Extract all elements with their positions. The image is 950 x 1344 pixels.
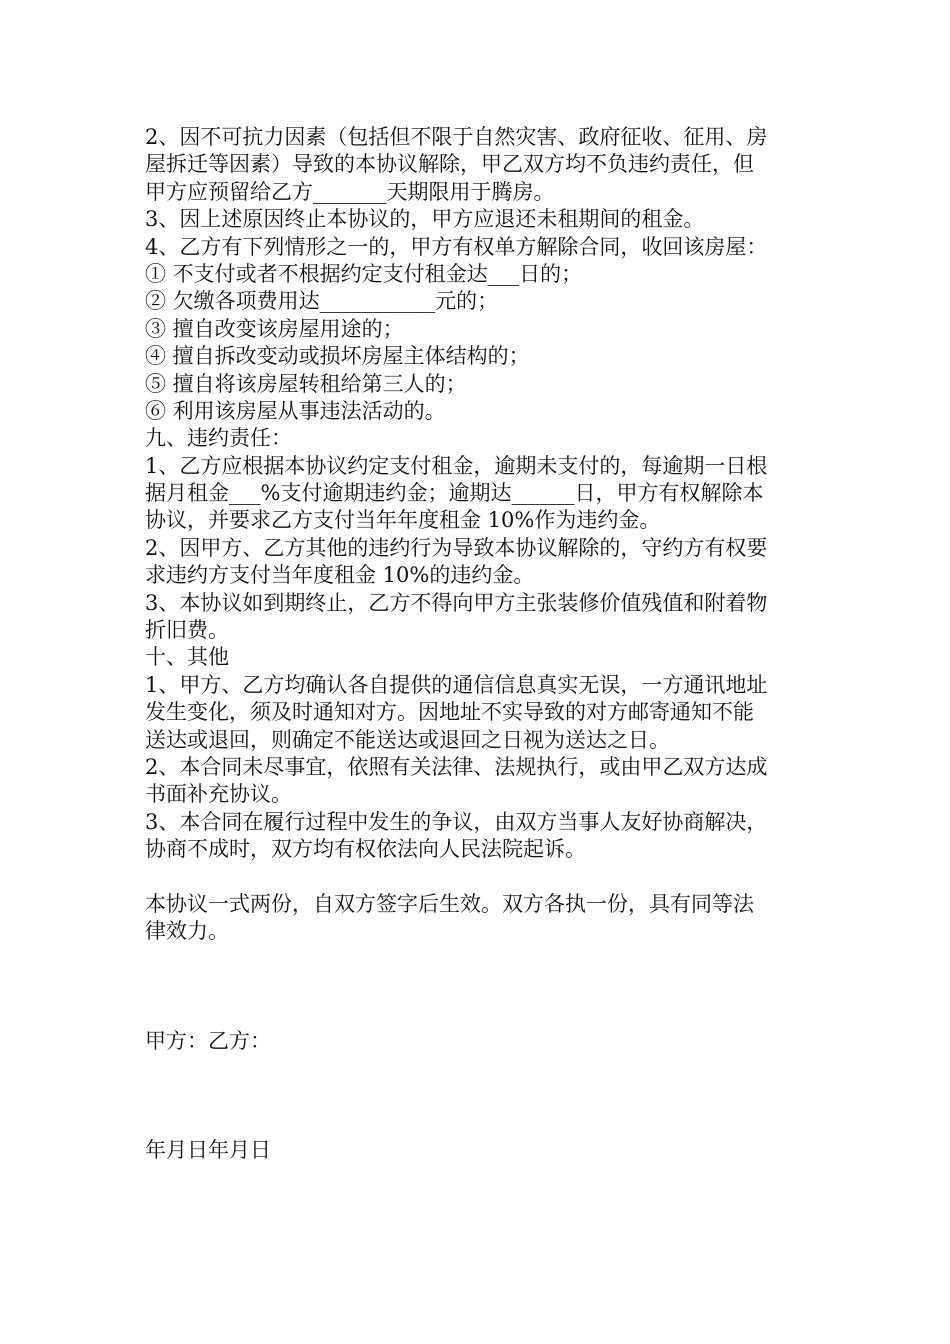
section-heading: 九、违约责任： xyxy=(145,426,292,451)
text-line: ③ 擅自改变该房屋用途的； xyxy=(145,316,404,341)
spacer xyxy=(145,1001,810,1028)
closing-line: 本协议一式两份，自双方签字后生效。双方各执一份，具有同等法 xyxy=(145,891,754,916)
text-line: 书面补充协议。 xyxy=(145,782,292,807)
spacer xyxy=(145,1055,810,1110)
text-line: 1、乙方应根据本协议约定支付租金，逾期未支付的，每逾期一日根 xyxy=(145,453,768,478)
text-line: ① 不支付或者不根据约定支付租金达___日的； xyxy=(145,261,583,286)
text-line: 3、因上述原因终止本协议的，甲方应退还未租期间的租金。 xyxy=(145,207,705,232)
text-line: 发生变化，须及时通知对方。因地址不实导致的对方邮寄通知不能 xyxy=(145,700,754,725)
text-line: 求违约方支付当年度租金 10%的违约金。 xyxy=(145,563,535,588)
text-line: ⑤ 擅自将该房屋转租给第三人的； xyxy=(145,371,467,396)
text-line: ② 欠缴各项费用达___________元的； xyxy=(145,289,499,314)
text-line: 2、因甲方、乙方其他的违约行为导致本协议解除的，守约方有权要 xyxy=(145,535,768,560)
text-line: ④ 擅自拆改变动或损坏房屋主体结构的； xyxy=(145,344,530,369)
closing-line: 律效力。 xyxy=(145,919,229,944)
text-line: 4、乙方有下列情形之一的，甲方有权单方解除合同，收回该房屋： xyxy=(145,234,768,259)
text-line: 协商不成时，双方均有权依法向人民法院起诉。 xyxy=(145,837,586,862)
text-line: 送达或退回，则确定不能送达或退回之日视为送达之日。 xyxy=(145,727,670,752)
text-line: 2、本合同未尽事宜，依照有关法律、法规执行，或由甲乙双方达成 xyxy=(145,754,768,779)
text-line: 1、甲方、乙方均确认各自提供的通信信息真实无误，一方通讯地址 xyxy=(145,672,768,697)
text-line: 协议，并要求乙方支付当年年度租金 10%作为违约金。 xyxy=(145,508,661,533)
signature-line: 甲方：乙方： xyxy=(145,1028,271,1053)
spacer xyxy=(145,864,810,891)
date-line: 年月日年月日 xyxy=(145,1138,271,1163)
text-line: 2、因不可抗力因素（包括但不限于自然灾害、政府征收、征用、房 xyxy=(145,125,768,149)
contract-text xyxy=(145,124,810,1165)
spacer xyxy=(145,946,810,1001)
text-line: 折旧费。 xyxy=(145,618,229,643)
text-line: 据月租金___%支付逾期违约金；逾期达______日，甲方有权解除本 xyxy=(145,481,764,506)
spacer xyxy=(145,1110,810,1137)
text-line: 3、本协议如到期终止，乙方不得向甲方主张装修价值残值和附着物 xyxy=(145,590,768,615)
text-line: 屋拆迁等因素）导致的本协议解除，甲乙双方均不负违约责任，但 xyxy=(145,152,754,177)
section-heading: 十、其他 xyxy=(145,645,229,670)
text-line: 3、本合同在履行过程中发生的争议，由双方当事人友好协商解决， xyxy=(145,809,768,834)
text-line: 甲方应预留给乙方_______天期限用于腾房。 xyxy=(145,179,555,204)
text-line: ⑥ 利用该房屋从事违法活动的。 xyxy=(145,398,446,423)
